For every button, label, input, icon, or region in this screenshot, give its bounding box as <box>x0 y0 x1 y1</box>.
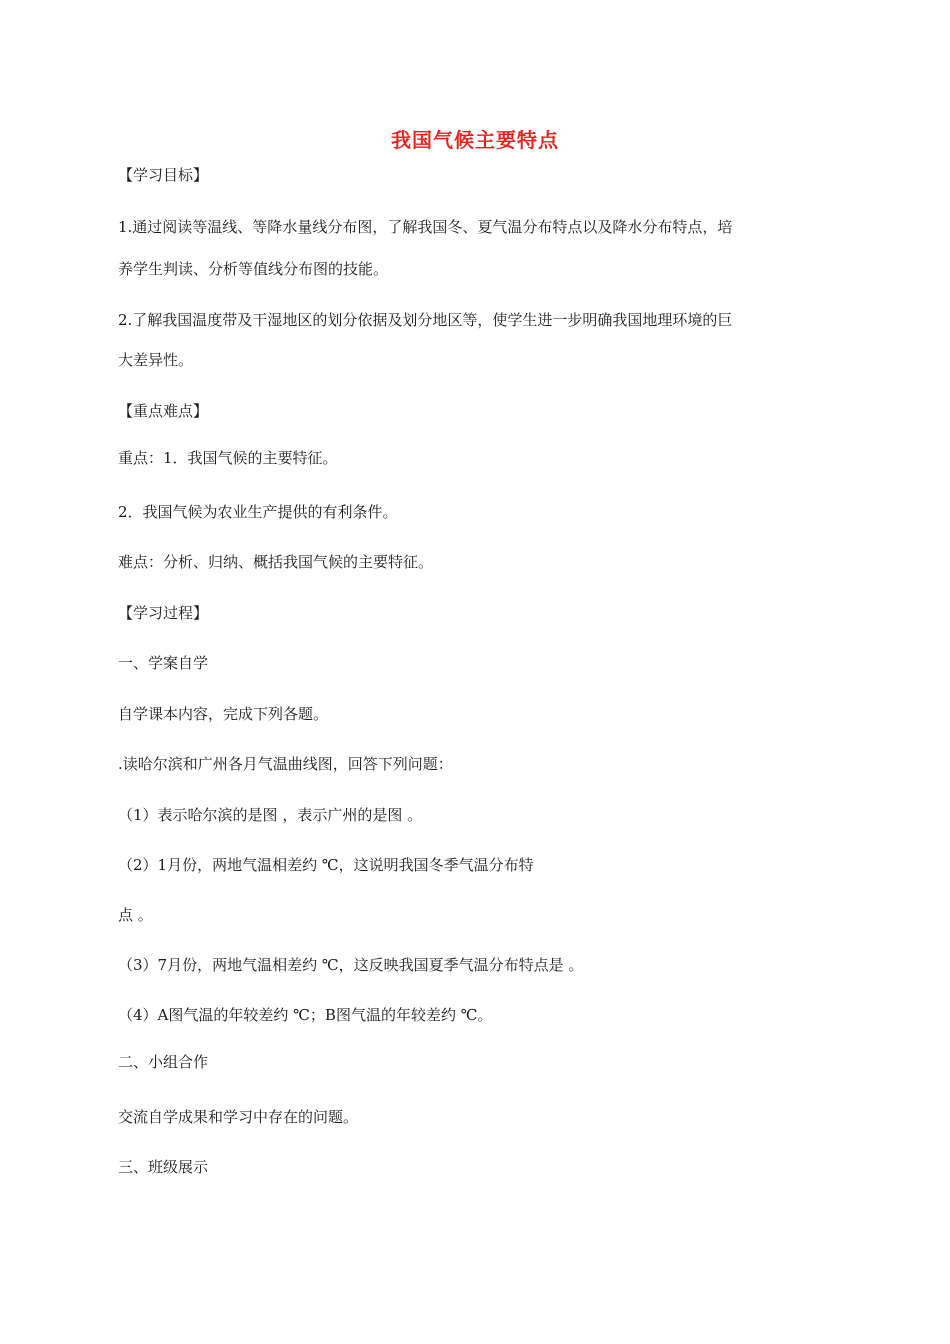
objective-2-line-2: 大差异性。 <box>118 351 194 369</box>
group-work-instruction: 交流自学成果和学习中存在的问题。 <box>118 1108 359 1126</box>
section-heading-objectives: 【学习目标】 <box>118 166 209 184</box>
objective-1-line-2: 养学生判读、分析等值线分布图的技能。 <box>118 260 389 278</box>
subsection-group-work: 二、小组合作 <box>118 1053 209 1071</box>
section-heading-process: 【学习过程】 <box>118 604 209 622</box>
question-2-line-1: （2）1月份，两地气温相差约 ℃，这说明我国冬季气温分布特 <box>118 856 534 874</box>
question-2-line-2: 点 。 <box>118 906 153 924</box>
question-intro: .读哈尔滨和广州各月气温曲线图，回答下列问题： <box>118 755 453 773</box>
question-3: （3）7月份，两地气温相差约 ℃，这反映我国夏季气温分布特点是 。 <box>118 956 584 974</box>
objective-2-line-1: 2.了解我国温度带及干湿地区的划分依据及划分地区等，使学生进一步明确我国地理环境的巨 <box>118 311 733 329</box>
question-4: （4）A图气温的年较差约 ℃；B图气温的年较差约 ℃。 <box>118 1006 493 1024</box>
document-title: 我国气候主要特点 <box>391 128 559 152</box>
subsection-class-display: 三、班级展示 <box>118 1158 209 1176</box>
difficulty: 难点：分析、归纳、概括我国气候的主要特征。 <box>118 553 434 571</box>
key-point-1: 重点：1．我国气候的主要特征。 <box>118 449 338 467</box>
key-point-2: 2．我国气候为农业生产提供的有利条件。 <box>118 503 398 521</box>
objective-1-line-1: 1.通过阅读等温线、等降水量线分布图，了解我国冬、夏气温分布特点以及降水分布特点，培 <box>118 218 733 236</box>
section-heading-key-points: 【重点难点】 <box>118 402 209 420</box>
question-1: （1）表示哈尔滨的是图 ，表示广州的是图 。 <box>118 806 423 824</box>
self-study-instruction: 自学课本内容，完成下列各题。 <box>118 705 329 723</box>
subsection-self-study: 一、学案自学 <box>118 654 209 672</box>
